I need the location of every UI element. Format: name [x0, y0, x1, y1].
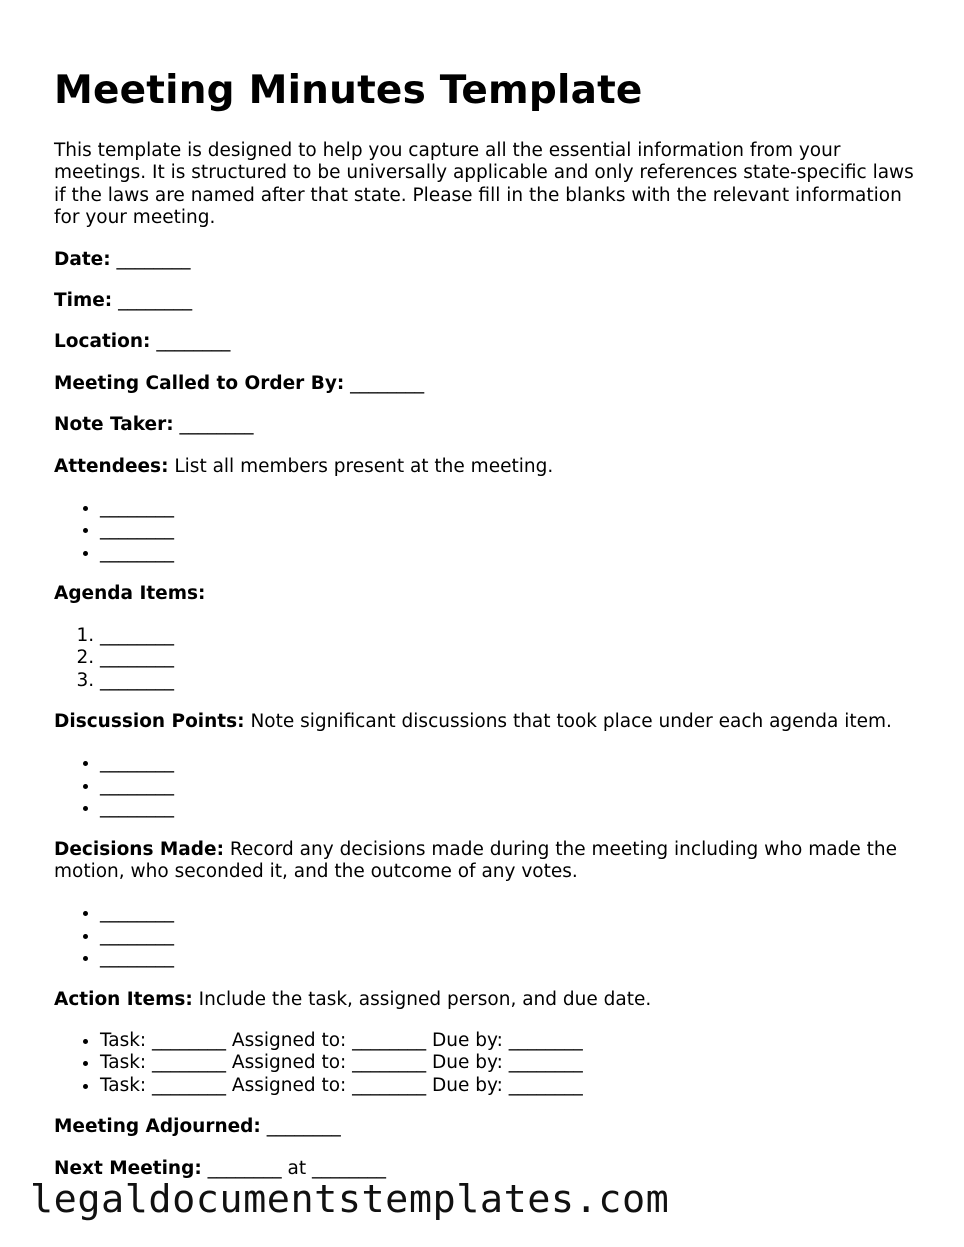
time-label: Time:	[54, 290, 113, 312]
adjourned-label: Meeting Adjourned:	[54, 1116, 261, 1138]
discussion-list	[54, 752, 924, 819]
adjourned-blank: ________	[266, 1116, 341, 1138]
list-item: • ________	[100, 947, 924, 969]
location-field	[54, 331, 924, 353]
intro-paragraph: This template is designed to help you capture all the essential information from your meetings. It is structured to be universally applicable and only references state-specific laws if the laws are named after that state. Please fill in the blanks with the relevant information for your meeting.	[54, 140, 914, 229]
action-items-description: Include the task, assigned person, and due date.	[198, 988, 652, 1010]
date-blank: ________	[116, 248, 191, 270]
list-item: • Task: ________ Assigned to: ________ Due by: ________	[100, 1030, 924, 1052]
list-item: • ________	[100, 519, 924, 541]
list-item: 3. ________	[100, 670, 924, 692]
agenda-list	[54, 625, 924, 692]
attendees-field	[54, 456, 924, 478]
page-title: Meeting Minutes Template	[54, 68, 643, 113]
date-field	[54, 249, 924, 271]
list-item: • ________	[100, 497, 924, 519]
attendees-description: List all members present at the meeting.	[174, 455, 554, 477]
list-item: • ________	[100, 797, 924, 819]
agenda-field	[54, 583, 924, 605]
decisions-description: Record any decisions made during the meeting including who made the motion, who seconded it, and the outcome of any votes.	[54, 838, 897, 882]
agenda-label: Agenda Items:	[54, 583, 206, 605]
location-label: Location:	[54, 331, 151, 353]
note-taker-field	[54, 414, 924, 436]
list-item: • ________	[100, 902, 924, 924]
attendees-label: Attendees:	[54, 455, 169, 477]
action-items-label: Action Items:	[54, 988, 193, 1010]
discussion-description: Note significant discussions that took place under each agenda item.	[250, 710, 892, 732]
decisions-field	[54, 839, 924, 884]
time-blank: ________	[118, 290, 193, 312]
list-item: • ________	[100, 542, 924, 564]
called-by-label: Meeting Called to Order By:	[54, 372, 345, 394]
next-meeting-blank: ________ at ________	[207, 1157, 386, 1179]
time-field	[54, 290, 924, 312]
list-item: • ________	[100, 752, 924, 774]
date-label: Date:	[54, 248, 111, 270]
decisions-label: Decisions Made:	[54, 838, 224, 860]
discussion-label: Discussion Points:	[54, 710, 245, 732]
attendees-list	[54, 497, 924, 564]
list-item: • ________	[100, 925, 924, 947]
next-meeting-label: Next Meeting:	[54, 1157, 202, 1179]
adjourned-field	[54, 1116, 924, 1138]
decisions-list	[54, 902, 924, 969]
called-by-field	[54, 373, 924, 395]
site-watermark: legaldocumentstemplates.com	[30, 1177, 670, 1222]
called-by-blank: ________	[350, 372, 425, 394]
list-item: • Task: ________ Assigned to: ________ Due by: ________	[100, 1075, 924, 1097]
location-blank: ________	[156, 331, 231, 353]
list-item: 2. ________	[100, 647, 924, 669]
list-item: • ________	[100, 775, 924, 797]
note-taker-label: Note Taker:	[54, 414, 174, 436]
document-page	[54, 68, 924, 1180]
note-taker-blank: ________	[179, 414, 254, 436]
action-items-list	[54, 1030, 924, 1097]
list-item: • Task: ________ Assigned to: ________ Due by: ________	[100, 1052, 924, 1074]
list-item: 1. ________	[100, 625, 924, 647]
discussion-field	[54, 711, 924, 733]
action-items-field	[54, 989, 924, 1011]
